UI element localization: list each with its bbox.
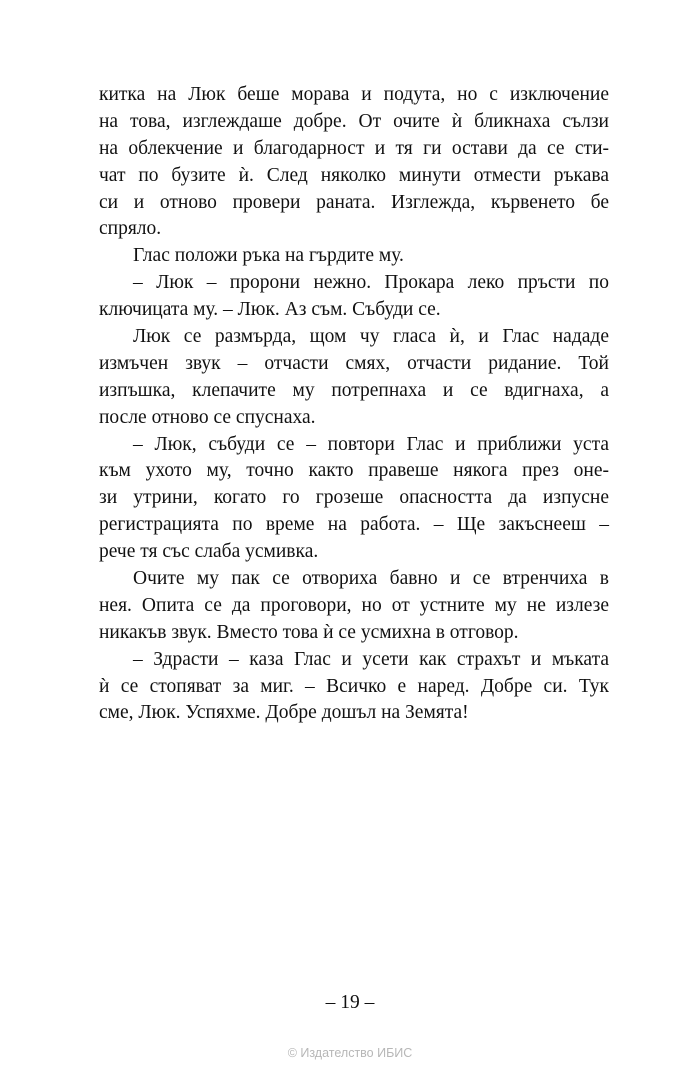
text-line: чат по бузите ѝ. След няколко минути отмести ръкава [99, 164, 609, 186]
text-line: към ухото му, точно както правеше някога през оне- [99, 460, 609, 482]
text-line: измъчен звук – отчасти смях, отчасти ридание. Той [99, 352, 609, 374]
text-line: ключицата му. – Люк. Аз съм. Събуди се. [99, 299, 441, 321]
text-line: на облекчение и благодарност и тя ги остави да се сти- [99, 137, 609, 159]
text-line: Глас положи ръка на гърдите му. [133, 245, 404, 267]
text-line: сме, Люк. Успяхме. Добре дошъл на Земята! [99, 702, 469, 724]
text-line: никакъв звук. Вместо това ѝ се усмихна в отговор. [99, 621, 519, 643]
text-line: нея. Опита се да проговори, но от устните му не излезе [99, 594, 609, 616]
text-line: рече тя със слаба усмивка. [99, 541, 319, 563]
text-line: изпъшка, клепачите му потрепнаха и се вдигнаха, а [99, 379, 609, 401]
text-line: китка на Люк беше морава и подута, но с изключение [99, 84, 609, 105]
text-line: Очите му пак се отвориха бавно и се втренчиха в [133, 568, 609, 590]
text-line: на това, изглеждаше добре. От очите ѝ бликнаха сълзи [99, 110, 609, 132]
text-line: зи утрини, когато го грозеше опасността да изпусне [99, 487, 609, 509]
copyright-watermark: © Издателство ИБИС [287, 1046, 413, 1060]
text-line: спряло. [99, 218, 162, 240]
book-text-body [99, 82, 609, 727]
text-line: – Здрасти – каза Глас и усети как страхът и мъката [133, 648, 609, 670]
text-line: Люк се размърда, щом чу гласа ѝ, и Глас нададе [133, 326, 609, 348]
text-line: – Люк, събуди се – повтори Глас и приближи уста [133, 433, 609, 455]
page-number: – 19 – [325, 992, 375, 1013]
text-line: после отново се спуснаха. [99, 406, 316, 428]
text-line: регистрацията по време на работа. – Ще закъснееш – [99, 514, 609, 536]
text-line: си и отново провери раната. Изглежда, кървенето бе [99, 191, 609, 213]
text-line: ѝ се стопяват за миг. – Всичко е наред. Добре си. Тук [99, 675, 609, 697]
text-line: – Люк – пророни нежно. Прокара леко пръсти по [133, 272, 609, 294]
